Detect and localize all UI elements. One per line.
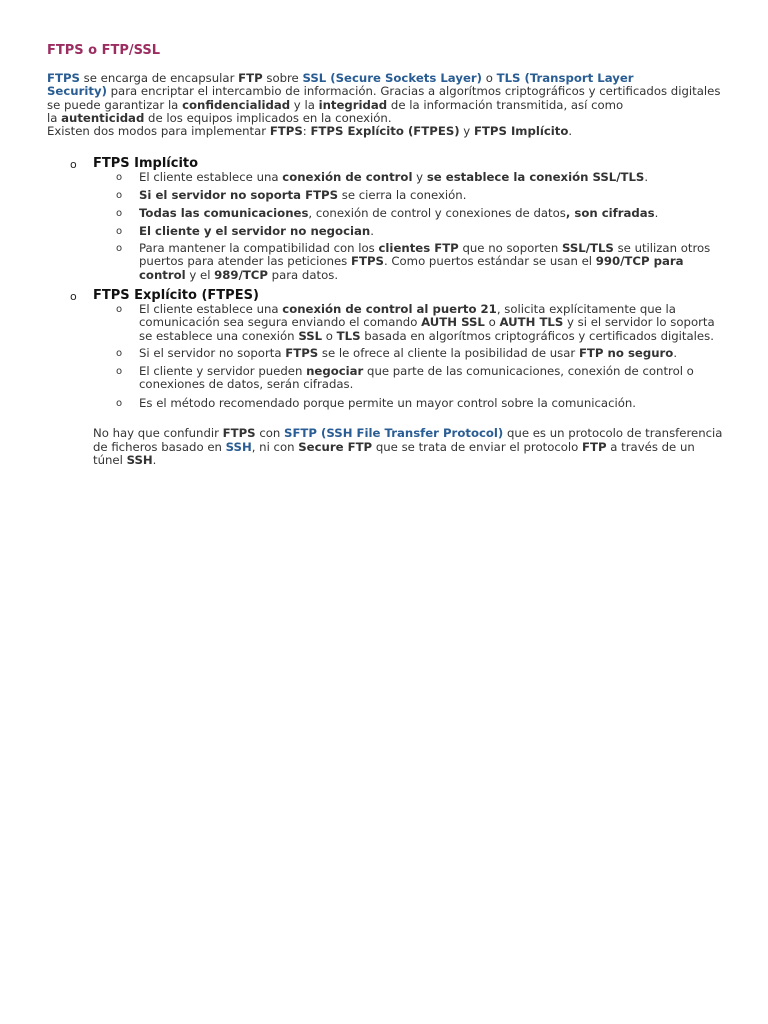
text: , conexión de control y conexiones de datos (308, 206, 566, 220)
text-bold: FTPS Implícito (473, 124, 569, 139)
outer-bullet-icon: o (70, 290, 77, 303)
text: Es el método recomendado porque permite un mayor control sobre la comunicación. (139, 396, 637, 410)
text: Si el servidor no soporta (139, 346, 286, 360)
list-item (139, 303, 739, 343)
text-bold: Si el servidor no soporta FTPS (139, 188, 339, 202)
ssl-link[interactable]: SSL (Secure Sockets Layer) (302, 71, 482, 85)
ftps-link[interactable]: FTPS (47, 71, 80, 85)
text: . (370, 224, 374, 238)
text: se encarga de encapsular (79, 71, 239, 85)
list-item (139, 171, 739, 184)
text-bold: control (139, 267, 186, 282)
text: , solicita explícitamente que la (496, 302, 676, 316)
text-bold: 990/TCP para (595, 254, 684, 269)
text: túnel (93, 453, 127, 468)
text: El cliente establece una (139, 170, 283, 184)
text-bold: FTPS (285, 346, 319, 360)
inner-bullet-icon: o (116, 208, 123, 219)
text-bold: Secure FTP (298, 439, 373, 454)
text-bold: clientes FTP (378, 241, 459, 255)
text: de ficheros basado en (93, 439, 226, 454)
text-bold: FTPS (222, 426, 256, 440)
list-item (139, 397, 739, 410)
tls-link-cont[interactable]: Security) (47, 84, 107, 99)
text: y el (185, 267, 215, 282)
text: se cierra la conexión. (338, 188, 467, 202)
text-bold: conexión de control al puerto 21 (282, 302, 497, 316)
text-bold: autenticidad (61, 110, 145, 125)
text-bold: FTPS (269, 124, 303, 139)
inner-bullet-icon: o (116, 398, 123, 409)
intro-line (47, 85, 737, 98)
inner-bullet-icon: o (116, 172, 123, 183)
note-paragraph (93, 427, 733, 468)
text: . (673, 346, 678, 360)
text-bold: El cliente y el servidor no negocian (139, 224, 371, 238)
text-bold: 989/TCP (214, 267, 268, 282)
sftp-link[interactable]: SFTP (SSH File Transfer Protocol) (284, 426, 504, 440)
text: : (302, 124, 311, 139)
intro-line (47, 112, 737, 125)
text-bold: integridad (318, 97, 388, 112)
text-bold: FTPS Explícito (FTPES) (310, 124, 460, 139)
text: , ni con (251, 439, 299, 454)
text-bold: TLS (336, 328, 361, 343)
text-bold: FTP (238, 71, 263, 85)
intro-paragraph (47, 72, 737, 138)
text: para datos. (267, 267, 339, 282)
text-bold: SSL/TLS (561, 241, 614, 255)
text: . (644, 170, 649, 184)
inner-bullet-icon: o (116, 190, 123, 201)
text: y (459, 124, 474, 139)
intro-line (47, 72, 737, 85)
text-bold: se establece la conexión SSL/TLS (426, 170, 645, 184)
text-bold: negociar (306, 364, 364, 378)
list-item (139, 189, 739, 202)
text: se utilizan otros (613, 241, 711, 255)
tls-link[interactable]: TLS (Transport Layer (496, 71, 634, 85)
list-item (139, 225, 739, 238)
text: con (255, 426, 285, 440)
text: se puede garantizar la (47, 97, 183, 112)
section-heading-implicit: FTPS Implícito (93, 156, 199, 171)
text: que se trata de enviar el protocolo (372, 439, 583, 454)
text: de los equipos implicados en la conexión. (144, 110, 392, 125)
text-bold: FTPS (350, 254, 384, 269)
inner-bullet-icon: o (116, 304, 123, 315)
text: o (484, 315, 500, 330)
text-bold: FTP no seguro (578, 346, 674, 360)
text-bold: FTP (582, 439, 607, 454)
text: que parte de las comunicaciones, conexión de control o (363, 364, 694, 378)
text-bold: confidencialidad (182, 97, 291, 112)
section-heading-explicit: FTPS Explícito (FTPES) (93, 288, 259, 303)
text: se le ofrece al cliente la posibilidad de usar (318, 346, 579, 360)
text: . (568, 124, 573, 139)
list-item (139, 207, 739, 220)
text: y (412, 170, 427, 184)
text: conexiones de datos, serán cifradas. (139, 377, 354, 392)
text: Para mantener la compatibilidad con los (139, 241, 379, 255)
text-bold: , son cifradas (565, 206, 655, 220)
text: y la (290, 97, 319, 112)
intro-line (47, 99, 737, 112)
inner-bullet-icon: o (116, 243, 123, 254)
text: y si el servidor lo soporta (563, 315, 715, 330)
text: comunicación sea segura enviando el comando (139, 315, 422, 330)
outer-bullet-icon: o (70, 158, 77, 171)
inner-bullet-icon: o (116, 226, 123, 237)
page-title: FTPS o FTP/SSL (47, 43, 161, 58)
text: sobre (262, 71, 303, 85)
inner-bullet-icon: o (116, 366, 123, 377)
text: . Como puertos estándar se usan el (383, 254, 596, 269)
list-item (139, 365, 739, 392)
text-bold: SSL (298, 328, 323, 343)
text-bold: AUTH SSL (421, 315, 485, 330)
text-bold: Todas las comunicaciones (139, 206, 309, 220)
intro-line (47, 125, 737, 138)
text-bold: conexión de control (282, 170, 413, 184)
text: de la información transmitida, así como (387, 97, 624, 112)
text: El cliente establece una (139, 302, 283, 316)
text: No hay que confundir (93, 426, 223, 440)
text: o (322, 328, 337, 343)
text: o (482, 71, 497, 85)
text: Existen dos modos para implementar (47, 124, 270, 139)
text: . (152, 453, 157, 468)
text: . (654, 206, 659, 220)
list-item (139, 347, 739, 360)
inner-bullet-icon: o (116, 348, 123, 359)
text: para encriptar el intercambio de información. Gracias a algorítmos criptográficos y certificados digitales (106, 84, 721, 99)
text: basada en algorítmos criptográficos y certificados digitales. (360, 328, 714, 343)
text: se establece una conexión (139, 328, 299, 343)
text: a través de un (606, 439, 695, 454)
text: que es un protocolo de transferencia (503, 426, 723, 440)
text-bold: AUTH TLS (499, 315, 564, 330)
text: que no soporten (458, 241, 562, 255)
text: la (47, 110, 62, 125)
ssh-link[interactable]: SSH (225, 439, 252, 454)
text: puertos para atender las peticiones (139, 254, 351, 269)
list-item (139, 242, 739, 282)
text: El cliente y servidor pueden (139, 364, 307, 378)
text-bold: SSH (126, 453, 153, 468)
